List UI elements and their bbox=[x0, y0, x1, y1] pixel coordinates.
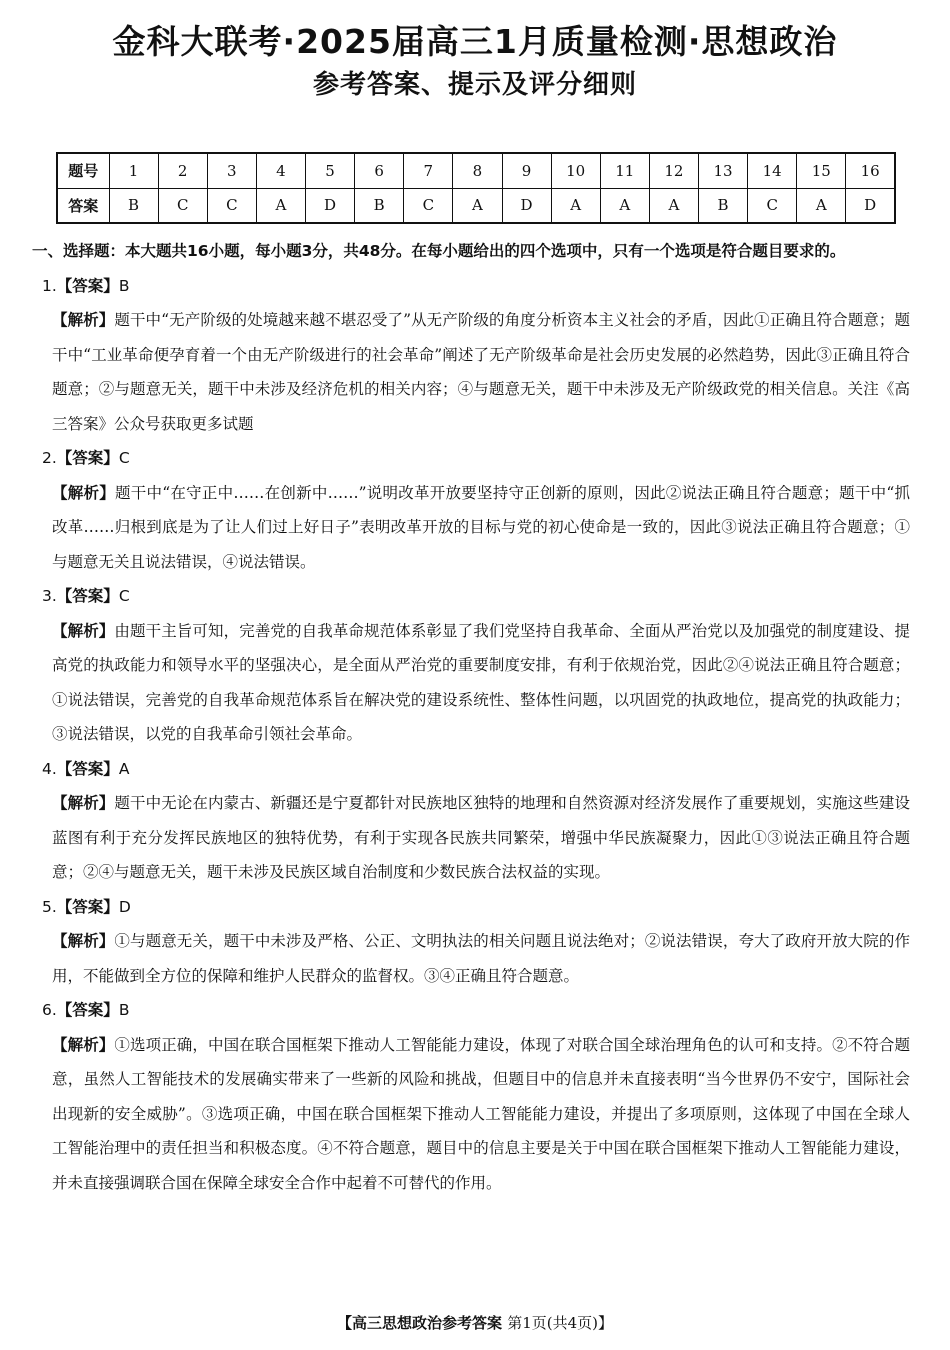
answer-cell: D bbox=[502, 188, 551, 223]
question-answer-line bbox=[42, 579, 910, 614]
question-number-row bbox=[57, 153, 895, 188]
answer-cell: D bbox=[846, 188, 895, 223]
answer-value: D bbox=[118, 897, 131, 916]
question-number-cell: 1 bbox=[109, 153, 158, 188]
question-number: 3. bbox=[42, 587, 57, 605]
question-number-cell: 4 bbox=[256, 153, 305, 188]
question-number: 1. bbox=[42, 276, 57, 295]
analysis-tag: 【解析】 bbox=[52, 932, 115, 950]
answer-row bbox=[57, 188, 895, 223]
section-heading: 一、选择题：本大题共16小题，每小题3分，共48分。在每小题给出的四个选项中，只有一个选项是符合题目要求的。 bbox=[32, 242, 846, 260]
question-number-cell: 12 bbox=[649, 153, 698, 188]
analysis-tag: 【解析】 bbox=[52, 794, 115, 812]
analysis-paragraph bbox=[42, 786, 910, 890]
answer-value: B bbox=[118, 276, 130, 295]
page-title: 金科大联考·2025届高三1月质量检测·思想政治 bbox=[112, 22, 838, 61]
answer-cell: A bbox=[256, 188, 305, 223]
question-answer-line bbox=[42, 890, 910, 925]
question-number: 6. bbox=[42, 1001, 57, 1019]
question-answer-line bbox=[42, 752, 910, 787]
analysis-paragraph bbox=[42, 614, 910, 752]
question-number-cell: 6 bbox=[355, 153, 404, 188]
row-label-answer: 答案 bbox=[57, 188, 109, 223]
answer-cell: C bbox=[404, 188, 453, 223]
answer-table bbox=[56, 152, 896, 224]
answer-tag: 【答案】 bbox=[56, 449, 119, 467]
answer-value: A bbox=[118, 759, 130, 778]
analysis-text: ①与题意无关，题干中未涉及严格、公正、文明执法的相关问题且说法绝对；②说法错误，夸大了政府开放大院的作用，不能做到全方位的保障和维护人民群众的监督权。③④正确且符合题意。 bbox=[52, 932, 910, 985]
question-number-cell: 9 bbox=[502, 153, 551, 188]
row-label-number: 题号 bbox=[57, 153, 109, 188]
question-number-cell: 14 bbox=[748, 153, 797, 188]
answer-cell: C bbox=[748, 188, 797, 223]
analysis-tag: 【解析】 bbox=[52, 1035, 115, 1054]
question-answer-line bbox=[42, 441, 910, 476]
question-number-cell: 5 bbox=[306, 153, 355, 188]
page-number: 第1页(共4页)】 bbox=[507, 1314, 614, 1332]
question-number-cell: 10 bbox=[551, 153, 600, 188]
answer-cell: A bbox=[649, 188, 698, 223]
analysis-paragraph bbox=[42, 924, 910, 993]
analysis-tag: 【解析】 bbox=[52, 621, 115, 640]
answer-cell: C bbox=[207, 188, 256, 223]
analysis-text: 题干中“无产阶级的处境越来越不堪忍受了”从无产阶级的角度分析资本主义社会的矛盾，因此①正确且符合题意；题干中“工业革命便孕育着一个由无产阶级进行的社会革命”阐述了无产阶级革命是社会历史发展的必然趋势，因此③正确且符合题意；②与题意无关，题干中未涉及经济危机的相关内容；④与题意无关，题干中未涉及无产阶级政党的相关信息。关注《高三答案》公众号获取更多试题 bbox=[52, 311, 910, 433]
analysis-text: 题干中无论在内蒙古、新疆还是宁夏都针对民族地区独特的地理和自然资源对经济发展作了重要规划，实施这些建设蓝图有利于充分发挥民族地区的独特优势，有利于实现各民族共同繁荣，增强中华民族凝聚力，因此①③说法正确且符合题意；②④与题意无关，题干未涉及民族区域自治制度和少数民族合法权益的实现。 bbox=[52, 794, 910, 881]
analysis-paragraph bbox=[42, 1028, 910, 1201]
question-number: 5. bbox=[42, 897, 57, 916]
analysis-text: 由题干主旨可知，完善党的自我革命规范体系彰显了我们党坚持自我革命、全面从严治党以及加强党的制度建设、提高党的执政能力和领导水平的坚强决心，是全面从严治党的重要制度安排，有利于依规治党，因此②④说法正确且符合题意；①说法错误，完善党的自我革命规范体系旨在解决党的建设系统性、整体性问题，以巩固党的执政地位，提高党的执政能力；③说法错误，以党的自我革命引领社会革命。 bbox=[52, 621, 910, 743]
answer-value: B bbox=[118, 1001, 130, 1019]
answer-cell: A bbox=[797, 188, 846, 223]
question-number: 4. bbox=[42, 759, 57, 778]
analysis-text: 题干中“在守正中……在创新中……”说明改革开放要坚持守正创新的原则，因此②说法正确且符合题意；题干中“抓改革……归根到底是为了让人们过上好日子”表明改革开放的目标与党的初心使命是一致的，因此③说法正确且符合题意；①与题意无关且说法错误，④说法错误。 bbox=[52, 483, 910, 571]
question-number-cell: 16 bbox=[846, 153, 895, 188]
question-number-cell: 11 bbox=[600, 153, 649, 188]
analysis-text: ①选项正确，中国在联合国框架下推动人工智能能力建设，体现了对联合国全球治理角色的认可和支持。②不符合题意，虽然人工智能技术的发展确实带来了一些新的风险和挑战，但题目中的信息并未直接表明“当今世界仍不安宁，国际社会出现新的安全威胁”。③选项正确，中国在联合国框架下推动人工智能能力建设，并提出了多项原则，这体现了中国在全球人工智能治理中的责任担当和积极态度。④不符合题意，题目中的信息主要是关于中国在联合国框架下推动人工智能能力建设，并未直接强调联合国在保障全球安全合作中起着不可替代的作用。 bbox=[52, 1035, 910, 1192]
answer-tag: 【答案】 bbox=[56, 897, 119, 916]
answer-tag: 【答案】 bbox=[56, 587, 119, 605]
question-number-cell: 3 bbox=[207, 153, 256, 188]
answer-cell: B bbox=[109, 188, 158, 223]
answer-cell: C bbox=[158, 188, 207, 223]
question-list bbox=[42, 269, 910, 1201]
answer-cell: A bbox=[453, 188, 502, 223]
analysis-paragraph bbox=[42, 476, 910, 580]
question-answer-line bbox=[42, 269, 910, 304]
answer-cell: B bbox=[355, 188, 404, 223]
page-subtitle: 参考答案、提示及评分细则 bbox=[312, 70, 637, 100]
analysis-tag: 【解析】 bbox=[52, 311, 115, 329]
question-number-cell: 2 bbox=[158, 153, 207, 188]
question-answer-line bbox=[42, 993, 910, 1028]
answer-cell: A bbox=[600, 188, 649, 223]
question-number-cell: 15 bbox=[797, 153, 846, 188]
page-footer bbox=[0, 1312, 950, 1333]
answer-cell: B bbox=[699, 188, 748, 223]
answer-cell: A bbox=[551, 188, 600, 223]
answer-tag: 【答案】 bbox=[56, 276, 119, 295]
answer-value: C bbox=[118, 587, 130, 605]
answer-tag: 【答案】 bbox=[56, 1001, 119, 1019]
answer-explanations bbox=[32, 234, 910, 1200]
answer-tag: 【答案】 bbox=[56, 759, 119, 778]
footer-label: 【高三思想政治参考答案 bbox=[336, 1314, 502, 1332]
question-number: 2. bbox=[42, 449, 57, 467]
answer-value: C bbox=[118, 449, 130, 467]
answer-cell: D bbox=[306, 188, 355, 223]
analysis-tag: 【解析】 bbox=[52, 483, 115, 502]
analysis-paragraph bbox=[42, 303, 910, 441]
question-number-cell: 8 bbox=[453, 153, 502, 188]
question-number-cell: 7 bbox=[404, 153, 453, 188]
question-number-cell: 13 bbox=[699, 153, 748, 188]
